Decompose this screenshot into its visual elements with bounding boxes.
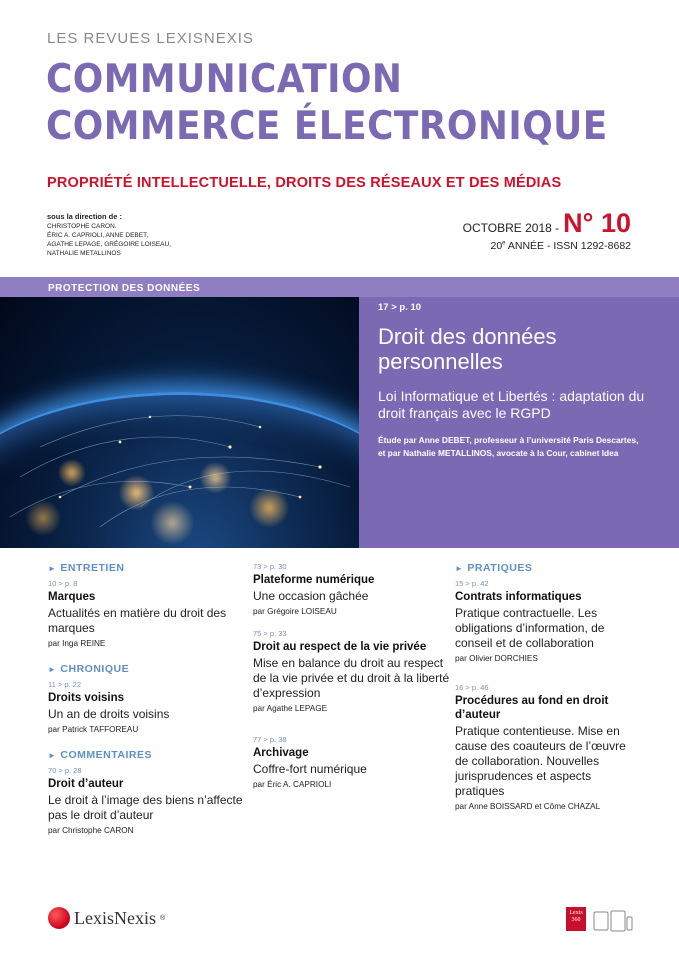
article-title: Droits voisins	[48, 692, 125, 704]
year-num: 20	[490, 240, 503, 252]
toc-article[interactable]	[253, 629, 453, 713]
article-author: par Olivier DORCHIES	[455, 654, 538, 663]
rubric-marker-icon: ►	[455, 564, 464, 573]
article-desc: Le droit à l’image des biens n’affecte pas le droit d’auteur	[48, 793, 243, 822]
rubric-entretien	[48, 562, 243, 574]
rubric-marker-icon: ►	[48, 564, 57, 573]
article-author: par Inga REINE	[48, 639, 106, 648]
devices-icon	[593, 910, 633, 932]
title-line-2: COMMERCE ÉLECTRONIQUE	[46, 104, 608, 149]
toc-article[interactable]	[48, 579, 243, 648]
year-sup: e	[502, 240, 506, 247]
toc-article[interactable]	[455, 683, 635, 811]
rubric-commentaires	[48, 749, 243, 761]
direction-line-4: NATHALIE METALLINOS	[47, 250, 121, 257]
feature-ref: 17 > p. 10	[378, 302, 422, 313]
feature-title: Droit des données personnelles	[378, 324, 557, 374]
feature-authors	[378, 434, 663, 460]
revues-label: LES REVUES LEXISNEXIS	[47, 30, 254, 47]
direction-line-2: ÉRIC A. CAPRIOLI, ANNE DEBET,	[47, 232, 149, 239]
toc-column-2	[253, 562, 453, 804]
article-ref: 75 > p. 33	[253, 629, 287, 638]
journal-subtitle: PROPRIÉTÉ INTELLECTUELLE, DROITS DES RÉSEAUX ET DES MÉDIAS	[47, 175, 562, 191]
article-ref: 77 > p. 38	[253, 735, 287, 744]
badge-line-1: Lexis	[569, 910, 583, 916]
article-author: par Éric A. CAPRIOLI	[253, 780, 332, 789]
toc-column-3	[455, 562, 635, 826]
editorial-direction	[47, 212, 171, 258]
rubric-label: CHRONIQUE	[60, 663, 130, 675]
feature-band-label: PROTECTION DES DONNÉES	[48, 283, 201, 294]
year-rest: ANNÉE - ISSN 1292-8682	[505, 240, 631, 252]
article-desc: Pratique contractuelle. Les obligations d’information, de conseil et de collaboration	[455, 606, 605, 650]
issue-year	[463, 240, 631, 252]
direction-head: sous la direction de :	[47, 212, 123, 221]
logo-text: LexisNexis	[74, 907, 156, 928]
article-title: Archivage	[253, 747, 309, 759]
issue-info	[463, 208, 631, 252]
article-title: Procédures au fond en droit d’auteur	[455, 695, 609, 721]
article-title: Marques	[48, 591, 96, 603]
toc-article[interactable]	[455, 579, 635, 663]
toc-article[interactable]	[253, 562, 453, 616]
feature-authors-line-1: Étude par Anne DEBET, professeur à l’université Paris Descartes,	[378, 435, 639, 445]
network-lines	[0, 297, 359, 548]
toc-article[interactable]	[253, 735, 453, 789]
toc-column-1	[48, 562, 243, 850]
logo-reg: ®	[159, 914, 166, 922]
earth-network-image	[0, 297, 359, 548]
rubric-pratiques	[455, 562, 635, 574]
rubric-label: PRATIQUES	[467, 562, 533, 574]
article-author: par Anne BOISSARD et Côme CHAZAL	[455, 802, 601, 811]
article-author: par Grégoire LOISEAU	[253, 607, 337, 616]
article-title: Droit d’auteur	[48, 778, 124, 790]
article-ref: 70 > p. 28	[48, 766, 82, 775]
toc-article[interactable]	[48, 766, 243, 835]
lexisnexis-logo	[48, 907, 165, 929]
issue-date: OCTOBRE 2018 -	[462, 221, 560, 235]
direction-line-3: AGATHE LEPAGE, GRÉGOIRE LOISEAU,	[47, 241, 172, 248]
article-desc: Une occasion gâchée	[253, 589, 369, 603]
article-title: Contrats informatiques	[455, 591, 582, 603]
article-author: par Christophe CARON	[48, 826, 134, 835]
article-desc: Actualités en matière du droit des marques	[48, 606, 227, 635]
title-line-1: COMMUNICATION	[46, 57, 403, 102]
rubric-marker-icon: ►	[48, 665, 57, 674]
rubric-label: COMMENTAIRES	[60, 749, 152, 761]
article-ref: 11 > p. 22	[48, 680, 82, 689]
feature-subtitle: Loi Informatique et Libertés : adaptation du droit français avec le RGPD	[378, 388, 645, 421]
issue-number: N° 10	[563, 208, 631, 238]
article-desc: Un an de droits voisins	[48, 707, 170, 721]
lexis360-badge	[566, 907, 586, 931]
journal-title	[46, 56, 608, 150]
feature-panel	[359, 297, 679, 548]
toc-article[interactable]	[48, 680, 243, 734]
article-desc: Pratique contentieuse. Mise en cause des coauteurs de l’œuvre de collaboration. Nouvelles jurisprudences et aspects pratiques	[455, 724, 626, 798]
article-desc: Mise en balance du droit au respect de la vie privée et du droit à la liberté d’expression	[253, 656, 450, 700]
article-desc: Coffre-fort numérique	[253, 762, 367, 776]
article-author: par Patrick TAFFOREAU	[48, 725, 139, 734]
article-author: par Agathe LEPAGE	[253, 704, 328, 713]
feature-authors-line-2: et par Nathalie METALLINOS, avocate à la Cour, cabinet Idea	[378, 448, 619, 458]
article-title: Droit au respect de la vie privée	[253, 641, 427, 653]
article-title: Plateforme numérique	[253, 574, 375, 586]
rubric-chronique	[48, 663, 243, 675]
article-ref: 16 > p. 46	[455, 683, 489, 692]
badge-line-2: 360	[571, 917, 581, 923]
article-ref: 15 > p. 42	[455, 579, 489, 588]
rubric-marker-icon: ►	[48, 751, 57, 760]
direction-line-1: CHRISTOPHE CARON.	[47, 223, 117, 230]
rubric-label: ENTRETIEN	[60, 562, 125, 574]
lexisnexis-logo-icon	[48, 907, 70, 929]
article-ref: 10 > p. 8	[48, 579, 78, 588]
article-ref: 73 > p. 30	[253, 562, 287, 571]
